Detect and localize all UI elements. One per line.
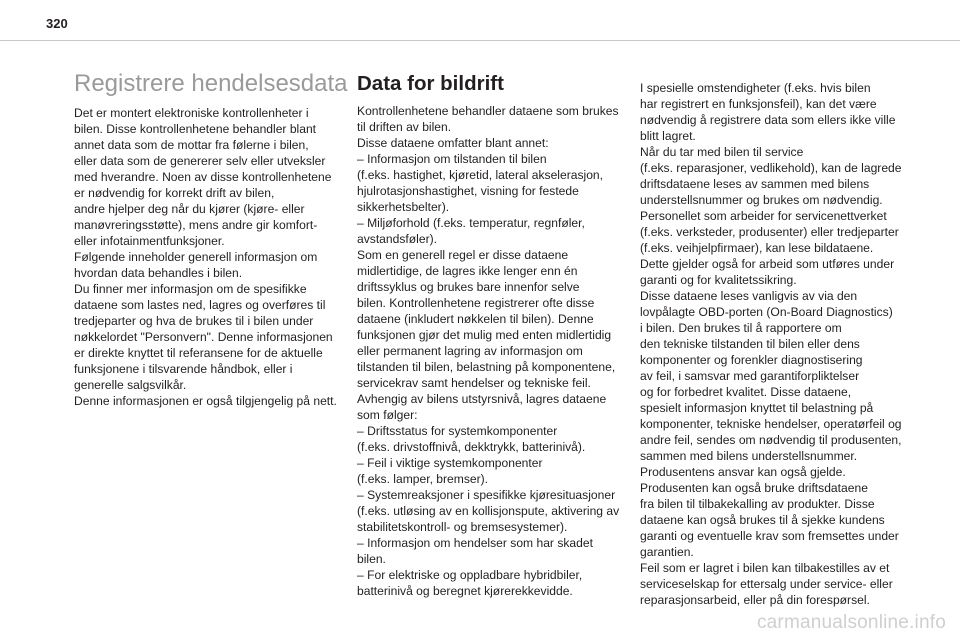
text-line: i bilen. Den brukes til å rapportere om [640, 321, 842, 335]
text-line: funksjonen gjør det mulig med enten midlertidig [357, 328, 612, 342]
text-line: – Miljøforhold (f.eks. temperatur, regnføler, [357, 216, 585, 230]
text-line: nødvendig å registrere data som ellers ikke ville [640, 113, 896, 127]
text-line: tilstanden til bilen, belastning på komponentene, [357, 360, 616, 374]
header-divider [0, 40, 960, 41]
text-line: er nødvendig for korrekt drift av bilen, [74, 186, 275, 200]
text-line: servicekrav samt hendelser og tekniske feil. [357, 376, 591, 390]
text-line: (f.eks. utløsing av en kollisjonspute, aktivering av [357, 504, 620, 518]
text-line: Det er montert elektroniske kontrollenheter i [74, 106, 309, 120]
text-line: bilen. Disse kontrollenhetene behandler blant [74, 122, 317, 136]
text-line: garantien. [640, 545, 694, 559]
text-line: understellsnummer og brukes om nødvendig. [640, 193, 883, 207]
text-line: lovpålagte OBD-porten (On-Board Diagnostics) [640, 305, 893, 319]
text-line: til driften av bilen. [357, 120, 452, 134]
text-line: – For elektriske og oppladbare hybridbiler, [357, 568, 583, 582]
text-line: bilen. Kontrollenhetene registrerer ofte disse [357, 296, 595, 310]
text-line: fra bilen til tilbakekalling av produkter. Disse [640, 497, 875, 511]
text-line: – Systemreaksjoner i spesifikke kjøresituasjoner [357, 488, 616, 502]
text-line: spesielt informasjon knyttet til belastning på [640, 401, 874, 415]
page-header [0, 0, 960, 52]
text-line: Dette gjelder også for arbeid som utføres under [640, 257, 895, 271]
text-line: den tekniske tilstanden til bilen eller dens [640, 337, 860, 351]
text-line: Disse dataene leses vanligvis av via den [640, 289, 858, 303]
text-line: manøvreringsstøtte), mens andre gir komfort- [74, 218, 318, 232]
text-line: garanti og eventuelle krav som fremsettes under [640, 529, 899, 543]
text-line: sikkerhetsbelter). [357, 200, 450, 214]
text-line: Kontrollenhetene behandler dataene som brukes [357, 104, 619, 118]
text-line: generelle salgsvilkår. [74, 378, 187, 392]
text-line: eller permanent lagring av informasjon om [357, 344, 583, 358]
text-line: (f.eks. drivstoffnivå, dekktrykk, batterinivå). [357, 440, 586, 454]
text-line: tredjeparter og hva de brukes til i bilen under [74, 314, 314, 328]
text-line: andre feil, sendes om nødvendig til produsenten, [640, 433, 902, 447]
text-line: Denne informasjonen er også tilgjengelig på nett. [74, 394, 337, 408]
section-body-data-for-bildrift [357, 103, 639, 599]
text-line: blitt lagret. [640, 129, 696, 143]
watermark: carmanualsonline.info [756, 612, 946, 633]
column-data-for-bildrift [357, 70, 639, 599]
text-line: (f.eks. veihjelpfirmaer), kan lese bildataene. [640, 241, 874, 255]
text-line: med hverandre. Noen av disse kontrollenhetene [74, 170, 332, 184]
text-line: sammen med bilens understellsnummer. [640, 449, 858, 463]
text-line: serviceselskap for ettersalg under service- eller [640, 577, 893, 591]
text-line: eller infotainmentfunksjoner. [74, 234, 225, 248]
text-line: Feil som er lagret i bilen kan tilbakestilles av et [640, 561, 890, 575]
text-line: midlertidige, de lagres ikke lenger enn én [357, 264, 578, 278]
text-line: Følgende inneholder generell informasjon om [74, 250, 318, 264]
text-line: garanti og for kvalitetssikring. [640, 273, 797, 287]
text-line: er direkte knyttet til referansene for de aktuelle [74, 346, 323, 360]
text-line: som følger: [357, 408, 418, 422]
text-line: av feil, i samsvar med garantiforpliktelser [640, 369, 860, 383]
section-body-registrere-hendelsesdata [74, 105, 370, 409]
text-line: (f.eks. verksteder, produsenter) eller tredjeparter [640, 225, 899, 239]
text-line: eller data som de genererer selv eller utveksler [74, 154, 326, 168]
text-line: – Informasjon om hendelser som har skadet [357, 536, 593, 550]
text-line: dataene (inkludert nøkkelen til bilen). Denne [357, 312, 594, 326]
text-line: har registrert en funksjonsfeil), kan det være [640, 97, 877, 111]
text-line: I spesielle omstendigheter (f.eks. hvis bilen [640, 81, 871, 95]
text-line: bilen. [357, 552, 386, 566]
text-line: andre hjelper deg når du kjører (kjøre- eller [74, 202, 305, 216]
text-line: Disse dataene omfatter blant annet: [357, 136, 549, 150]
column-continued-text [640, 80, 910, 608]
text-line: Du finner mer informasjon om de spesifikke [74, 282, 307, 296]
column-registrere-hendelsesdata [74, 70, 370, 409]
text-line: – Driftsstatus for systemkomponenter [357, 424, 558, 438]
text-line: reparasjonsarbeid, eller på din forespørsel. [640, 593, 870, 607]
text-line: driftssyklus og brukes bare innenfor selve [357, 280, 580, 294]
text-line: driftsdataene leses av sammen med bilens [640, 177, 870, 191]
text-line: nøkkelordet "Personvern". Denne informasjonen [74, 330, 333, 344]
text-line: – Informasjon om tilstanden til bilen [357, 152, 547, 166]
text-line: batterinivå og beregnet kjørerekkevidde. [357, 584, 573, 598]
text-line: funksjonene i tilsvarende håndbok, eller i [74, 362, 293, 376]
text-line: – Feil i viktige systemkomponenter [357, 456, 543, 470]
text-line: avstandsføler). [357, 232, 437, 246]
text-line: dataene som lastes ned, lagres og overføres til [74, 298, 326, 312]
text-line: Personellet som arbeider for servicenettverket [640, 209, 887, 223]
text-line: (f.eks. lamper, bremser). [357, 472, 489, 486]
section-body-continued [640, 80, 910, 608]
text-line: komponenter, tekniske hendelser, operatørfeil og [640, 417, 902, 431]
text-line: komponenter og forenkler diagnostisering [640, 353, 863, 367]
text-line: hjulrotasjonshastighet, visning for festede [357, 184, 579, 198]
text-line: dataene kan også brukes til å sjekke kundens [640, 513, 885, 527]
text-line: hvordan data behandles i bilen. [74, 266, 243, 280]
text-line: annet data som de mottar fra følerne i bilen, [74, 138, 309, 152]
section-heading-data-for-bildrift: Data for bildrift [357, 72, 504, 95]
text-line: (f.eks. hastighet, kjøretid, lateral akselerasjon, [357, 168, 604, 182]
section-heading-registrere-hendelsesdata: Registrere hendelsesdata [74, 70, 348, 97]
text-line: Som en generell regel er disse dataene [357, 248, 569, 262]
text-line: Når du tar med bilen til service [640, 145, 804, 159]
page-number: 320 [46, 16, 68, 31]
text-line: Produsenten kan også bruke driftsdataene [640, 481, 868, 495]
text-line: Produsentens ansvar kan også gjelde. [640, 465, 846, 479]
text-line: og for forbedret kvalitet. Disse dataene, [640, 385, 852, 399]
text-line: (f.eks. reparasjoner, vedlikehold), kan de lagrede [640, 161, 902, 175]
text-line: Avhengig av bilens utstyrsnivå, lagres dataene [357, 392, 607, 406]
text-line: stabilitetskontroll- og bremsesystemer). [357, 520, 568, 534]
